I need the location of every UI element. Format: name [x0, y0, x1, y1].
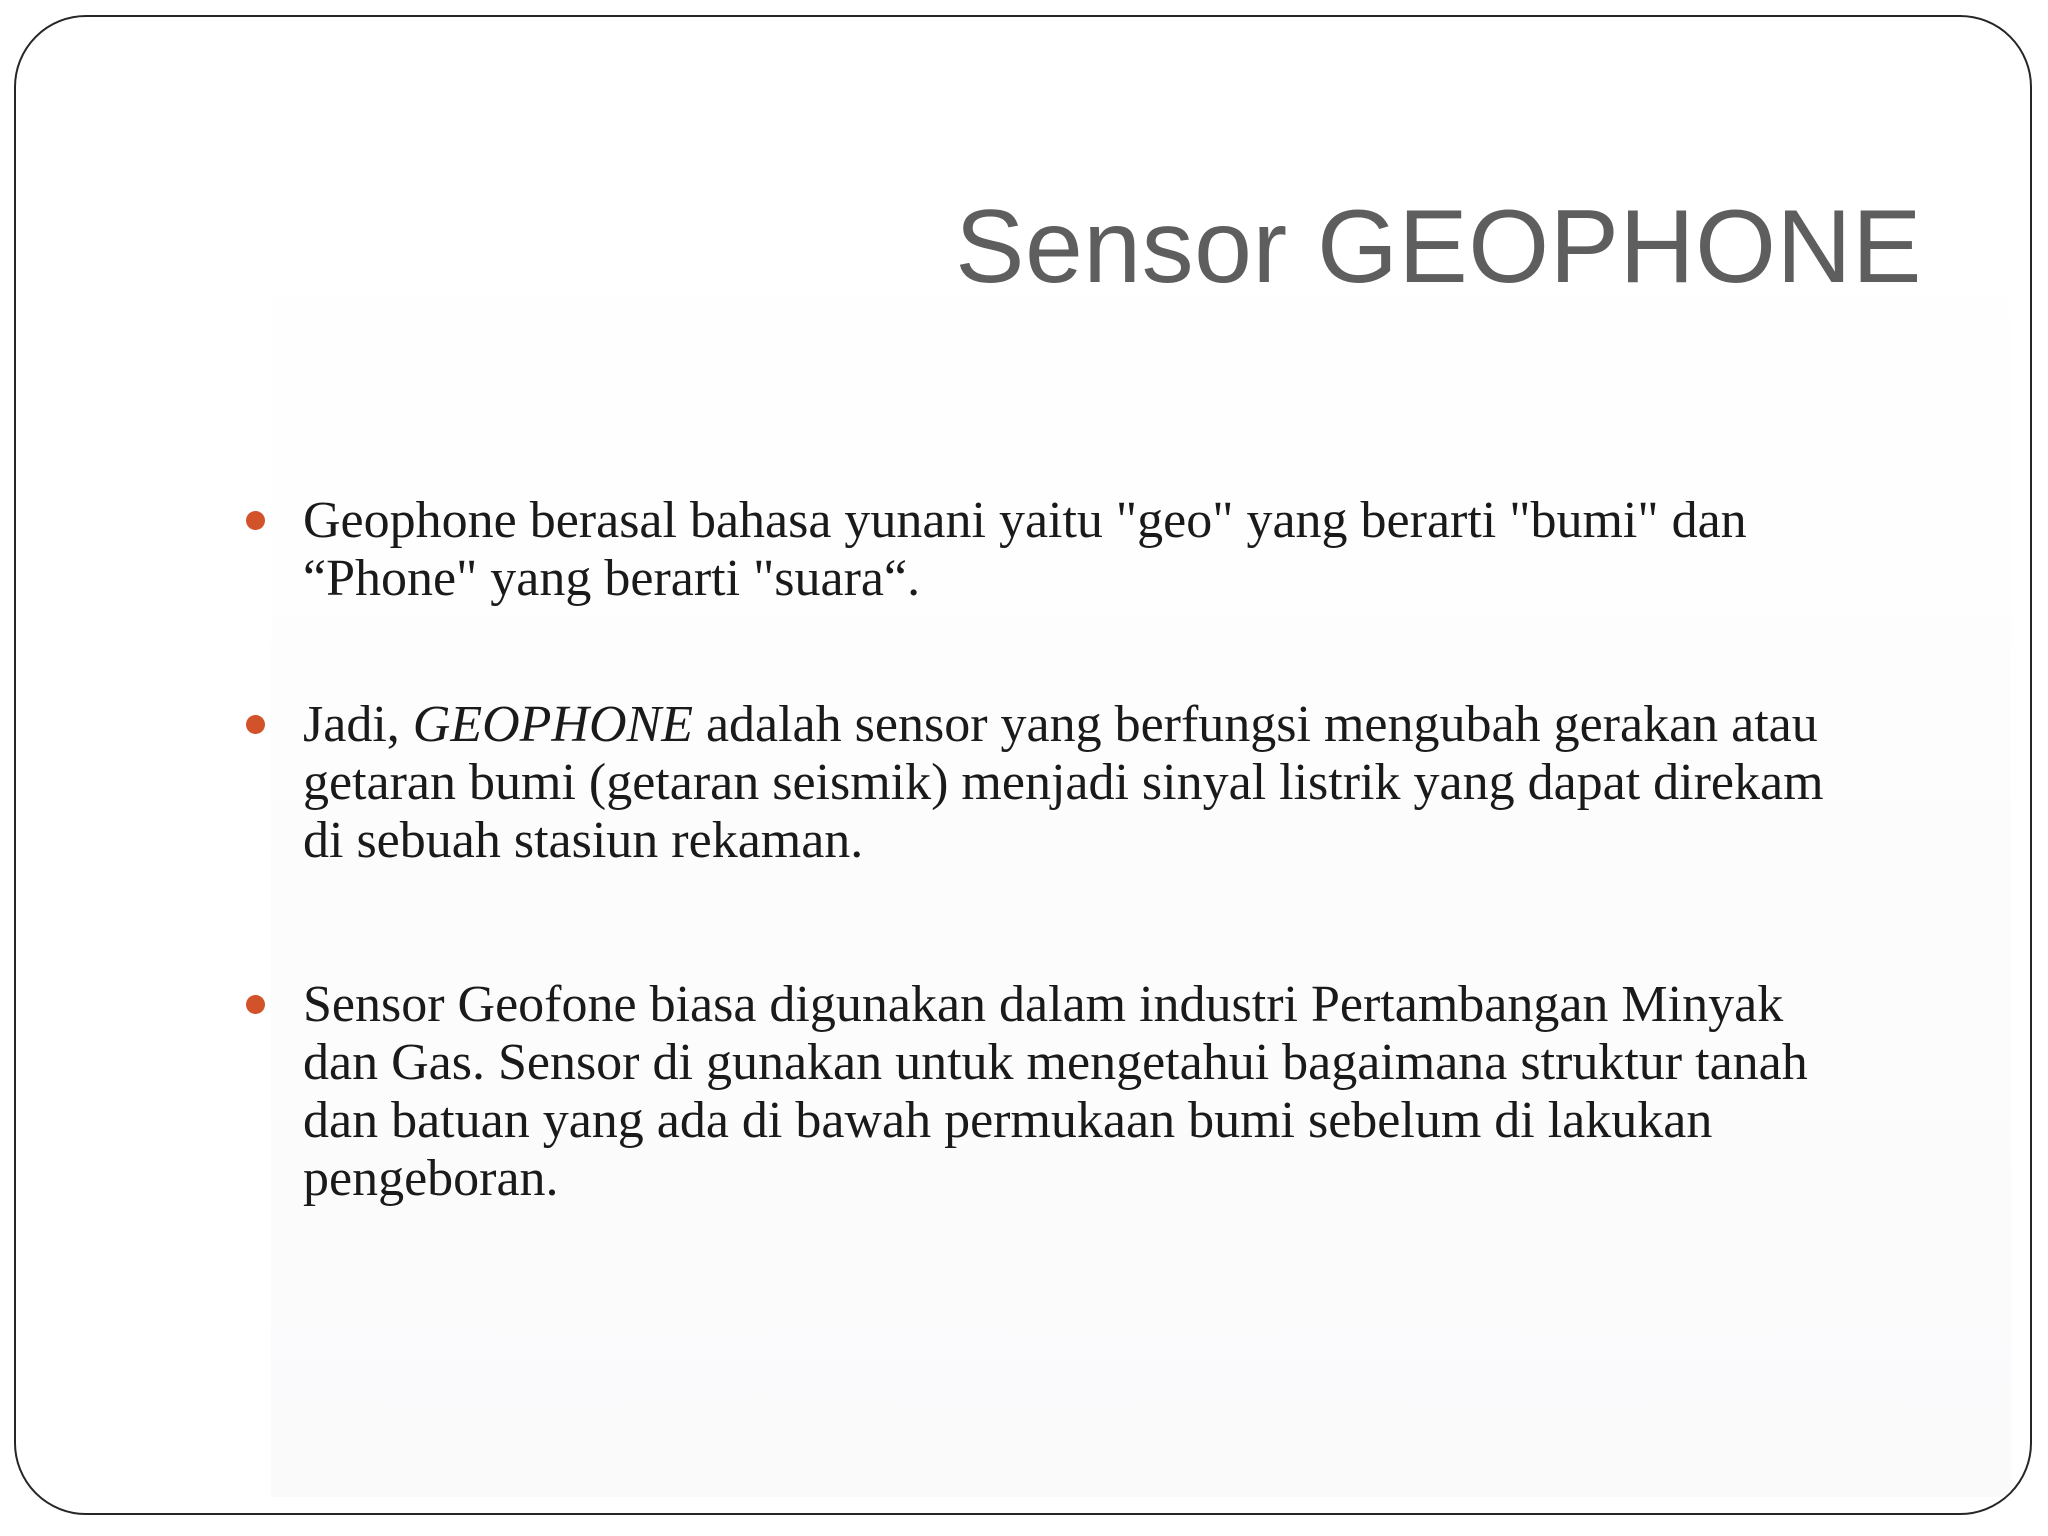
- bullet-text-line: “Phone" yang berarti "suara“.: [303, 550, 921, 607]
- bullet-text-line: dan batuan yang ada di bawah permukaan bumi sebelum di lakukan: [303, 1092, 1713, 1149]
- bullet-dot-icon: [246, 511, 265, 530]
- bullet-text-line: pengeboran.: [303, 1150, 559, 1207]
- bullet-text-line: Geophone berasal bahasa yunani yaitu "geo" yang berarti "bumi" dan: [303, 492, 1747, 549]
- bullet-text-line: Sensor Geofone biasa digunakan dalam industri Pertambangan Minyak: [303, 976, 1784, 1033]
- bullet-item-geophone-origin: [246, 492, 1946, 608]
- bullet-text-suffix: adalah sensor yang berfungsi mengubah gerakan atau: [692, 696, 1818, 753]
- bullet-text-line: di sebuah stasiun rekaman.: [303, 812, 864, 869]
- bullet-item-geophone-definition: [246, 696, 1946, 870]
- bullet-dot-icon: [246, 715, 265, 734]
- bullet-list: [246, 492, 1946, 1208]
- bullet-text-prefix: Jadi,: [303, 696, 413, 753]
- bullet-text-emphasis: GEOPHONE: [412, 696, 693, 753]
- slide-frame: [14, 15, 2032, 1515]
- bullet-text-line: [303, 696, 1946, 754]
- slide-title: Sensor GEOPHONE: [955, 189, 1922, 305]
- bullet-dot-icon: [246, 995, 265, 1014]
- bullet-text-line: getaran bumi (getaran seismik) menjadi sinyal listrik yang dapat direkam: [303, 754, 1824, 811]
- bullet-text-line: dan Gas. Sensor di gunakan untuk mengetahui bagaimana struktur tanah: [303, 1034, 1808, 1091]
- bullet-item-geophone-usage: [246, 976, 1946, 1208]
